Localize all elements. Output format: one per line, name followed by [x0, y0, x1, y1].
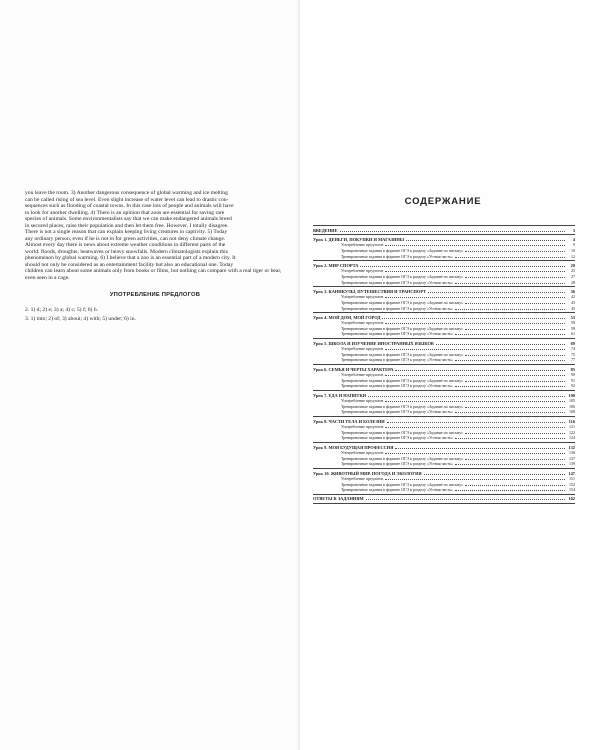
toc-entry-title: Тренировочные задания в формате ОГЭ к разделу «Устная часть» [341, 435, 453, 441]
paragraph-line: should not only be considered as an entertainment facility but also an educational one. Today [25, 261, 234, 268]
paragraph-line: to look for another dwelling. 4) There is an opinion that zoos are essential for saving rare [25, 209, 225, 216]
toc-entry-title: ОТВЕТЫ К ЗАДАНИЯМ [313, 496, 364, 502]
toc-subentry [313, 331, 575, 337]
toc-page-number: 43 [571, 299, 575, 305]
dot-leader [385, 244, 565, 246]
toc-page-number: 77 [571, 357, 575, 363]
toc-divider [313, 503, 575, 504]
dot-leader [455, 411, 565, 413]
toc-entry-title: Тренировочные задания в формате ОГЭ к разделу «Задание по письму» [341, 429, 464, 435]
toc-page-number: 45 [571, 305, 575, 311]
toc-subentry [313, 254, 575, 260]
toc-entry-title: Употребление предлогов [341, 346, 384, 352]
toc-entry-title: ВВЕДЕНИЕ [313, 227, 338, 233]
toc-subentry [313, 409, 575, 415]
toc-page-number: 162 [568, 496, 575, 502]
toc-divider [313, 286, 575, 287]
toc-divider [313, 390, 575, 391]
paragraph-line: sequences such as flooding of coastal towns. In this case lots of people and animals will have [25, 203, 234, 209]
toc-page-number: 132 [568, 444, 575, 450]
dot-leader [465, 432, 565, 434]
toc-page-number: 152 [569, 481, 575, 487]
dot-leader [465, 458, 565, 460]
toc-page-number: 151 [569, 476, 575, 482]
dot-leader [465, 484, 565, 486]
toc-entry-title: Урок 2. МИР СПОРТА [313, 262, 359, 268]
toc-divider [313, 364, 575, 365]
toc-entry-title: Урок 1. ДЕНЬГИ, ПОКУПКИ И МАГАЗИНЫ [313, 236, 405, 242]
toc-page-number: 61 [571, 331, 575, 337]
toc-entry-title: Употребление предлогов [341, 372, 384, 378]
toc-page-number: 12 [571, 253, 575, 259]
section-heading: УПОТРЕБЛЕНИЕ ПРЕДЛОГОВ [109, 292, 201, 298]
toc-entry-title: Употребление предлогов [341, 242, 384, 248]
toc-page-number: 136 [569, 450, 575, 456]
dot-leader [465, 406, 565, 408]
toc-divider [313, 416, 575, 417]
toc-entry-title: Урок 5. ШКОЛА И ИЗУЧЕНИЕ ИНОСТРАННЫХ ЯЗЫКОВ [313, 340, 434, 346]
toc-subentry [313, 306, 575, 312]
dot-leader [455, 437, 565, 439]
toc-entry-title: Урок 3. КАНИКУЛЫ, ПУТЕШЕСТВИЯ И ТРАНСПОРТ [313, 288, 426, 294]
toc-divider [313, 225, 575, 226]
dot-leader [385, 478, 565, 480]
toc-page-number: 116 [568, 418, 575, 424]
answer-paragraph [25, 190, 293, 281]
dot-leader [465, 380, 565, 382]
toc-title: СОДЕРЖАНИЕ [404, 196, 482, 207]
toc-entry-title: Тренировочные задания в формате ОГЭ к разделу «Устная часть» [341, 253, 453, 259]
dot-leader [387, 421, 565, 423]
toc-subentry [313, 357, 575, 363]
toc-page-number: 10 [571, 247, 575, 253]
toc-entry-title: Тренировочные задания в формате ОГЭ к разделу «Задание по письму» [341, 455, 464, 461]
toc-page-number: 20 [570, 262, 575, 268]
toc-page-number: 42 [571, 294, 575, 300]
toc-subentry [313, 435, 575, 441]
toc-divider [313, 442, 575, 443]
dot-leader [465, 354, 565, 356]
dot-leader [424, 473, 565, 475]
toc-page-number: 122 [569, 429, 575, 435]
toc-entry-title: Тренировочные задания в формате ОГЭ к разделу «Задание по письму» [341, 403, 464, 409]
toc-subentry [313, 461, 575, 467]
toc-page-number: 59 [571, 325, 575, 331]
paragraph-line: can be called rising of sea level. Even slight increase of water level can lead to drastic con- [25, 196, 229, 203]
toc-divider [313, 260, 575, 261]
toc-page-number: 85 [570, 366, 575, 372]
toc-entry-title: Тренировочные задания в формате ОГЭ к разделу «Устная часть» [341, 409, 453, 415]
dot-leader [366, 498, 565, 500]
dot-leader [455, 463, 565, 465]
toc-page-number: 139 [569, 461, 575, 467]
answer-line: 3. 1) into; 2) of; 3) about; 4) with; 5) under; 6) in. [25, 316, 136, 322]
toc-page-number: 100 [568, 392, 575, 398]
dot-leader [368, 395, 565, 397]
toc-page-number: 36 [570, 288, 575, 294]
toc-entry-title: Тренировочные задания в формате ОГЭ к разделу «Устная часть» [341, 305, 453, 311]
dot-leader [455, 333, 565, 335]
paragraph-line: phenomenon by global warming. 6) I believe that a zoo is an essential part of a modern city. It [25, 255, 236, 261]
toc-entry-title: Урок 7. ЕДА И НАПИТКИ [313, 392, 367, 398]
dot-leader [385, 270, 565, 272]
dot-leader [385, 374, 565, 376]
toc-entry-title: Тренировочные задания в формате ОГЭ к разделу «Устная часть» [341, 357, 453, 363]
toc-page-number: 3 [572, 227, 575, 233]
toc-entry-title: Тренировочные задания в формате ОГЭ к разделу «Устная часть» [341, 487, 453, 493]
toc-entry-title: Тренировочные задания в формате ОГЭ к разделу «Задание по письму» [341, 273, 464, 279]
toc-entry-title: Тренировочные задания в формате ОГЭ к разделу «Задание по письму» [341, 299, 464, 305]
dot-leader [385, 426, 565, 428]
paragraph-line: you leave the room. 3) Another dangerous consequence of global warming and ice melting [25, 190, 228, 196]
dot-leader [465, 302, 565, 304]
toc-divider [313, 234, 575, 235]
dot-leader [385, 296, 565, 298]
toc-entry-title: Урок 10. ЖИВОТНЫЙ МИР. ПОГОДА И ЭКОЛОГИЯ [313, 470, 422, 476]
toc-entry-title: Употребление предлогов [341, 476, 384, 482]
toc-page-number: 154 [569, 487, 575, 493]
dot-leader [406, 239, 565, 241]
toc-page-number: 108 [569, 409, 575, 415]
toc-entry-title: Тренировочные задания в формате ОГЭ к разделу «Устная часть» [341, 383, 453, 389]
dot-leader [455, 359, 565, 361]
dot-leader [360, 265, 565, 267]
dot-leader [455, 308, 565, 310]
toc-page-number: 69 [570, 340, 575, 346]
toc-page-number: 90 [571, 372, 575, 378]
toc-page-number: 25 [571, 268, 575, 274]
toc-entry-title: Тренировочные задания в формате ОГЭ к разделу «Задание по письму» [341, 351, 464, 357]
dot-leader [455, 256, 565, 258]
toc-entry-title: Употребление предлогов [341, 450, 384, 456]
toc-entry-title: Урок 4. МОЙ ДОМ, МОЙ ГОРОД [313, 314, 381, 320]
toc-page-number: 106 [569, 403, 575, 409]
answer-line: 2. 1) d; 2) e; 3) a; 4) c; 5) f; 6) b. [25, 307, 99, 313]
dot-leader [465, 250, 565, 252]
dot-leader [455, 282, 565, 284]
dot-leader [455, 385, 565, 387]
toc-entry-title: Тренировочные задания в формате ОГЭ к разделу «Устная часть» [341, 279, 453, 285]
toc-entry-title: Урок 6. СЕМЬЯ И ЧЕРТЫ ХАРАКТЕРА [313, 366, 394, 372]
toc-divider [313, 494, 575, 495]
dot-leader [340, 230, 566, 232]
toc-entry-title: Тренировочные задания в формате ОГЭ к разделу «Задание по письму» [341, 377, 464, 383]
toc-page-number: 105 [569, 398, 575, 404]
toc-divider [313, 338, 575, 339]
toc-page-number: 74 [571, 346, 575, 352]
toc-divider [313, 468, 575, 469]
toc-entry [313, 496, 575, 502]
toc-subentry [313, 383, 575, 389]
dot-leader [455, 489, 565, 491]
toc-page-number: 137 [569, 455, 575, 461]
toc-page-number: 27 [571, 273, 575, 279]
toc-entry-title: Тренировочные задания в формате ОГЭ к разделу «Задание по письму» [341, 325, 464, 331]
dot-leader [395, 447, 565, 449]
dot-leader [436, 343, 565, 345]
dot-leader [465, 276, 565, 278]
paragraph-line: world: floods, droughts; heatwaves or heavy snowfalls. Modern climatologists explain this [25, 248, 228, 255]
toc-entry-title: Употребление предлогов [341, 398, 384, 404]
toc-page-number: 75 [571, 351, 575, 357]
toc-page-number: 28 [571, 279, 575, 285]
table-of-contents [313, 224, 575, 506]
paragraph-line: Almost every day there is news about extreme weather conditions in different parts of the [25, 242, 226, 248]
paragraph-line: any ordinary person, even if he is not in for green activities, can not deny climate change. [25, 235, 226, 242]
dot-leader [385, 348, 565, 350]
toc-entry-title: Тренировочные задания в формате ОГЭ к разделу «Задание по письму» [341, 247, 464, 253]
toc-entry-title: Употребление предлогов [341, 268, 384, 274]
toc-page-number: 91 [571, 377, 575, 383]
toc-entry [313, 228, 575, 234]
toc-entry-title: Тренировочные задания в формате ОГЭ к разделу «Устная часть» [341, 461, 453, 467]
toc-entry-title: Тренировочные задания в формате ОГЭ к разделу «Устная часть» [341, 331, 453, 337]
toc-page-number: 53 [570, 314, 575, 320]
dot-leader [385, 322, 565, 324]
dot-leader [382, 317, 565, 319]
toc-page-number: 4 [572, 236, 575, 242]
paragraph-line: species of animals. Some environmentalists say that we can make endangered animals breed [25, 216, 232, 222]
toc-page-number: 147 [568, 470, 575, 476]
paragraph-line: children can learn about some animals only from books or films, but nothing can compare with a real tiger or bear, even seen in a cage. [25, 268, 282, 281]
toc-page-number: 58 [571, 320, 575, 326]
toc-page-number: 124 [569, 435, 575, 441]
toc-entry-title: Употребление предлогов [341, 294, 384, 300]
paragraph-line: There is not a single reason that can explain keeping living creatures in captivity. 5) Today [25, 229, 228, 235]
toc-subentry [313, 280, 575, 286]
toc-divider [313, 312, 575, 313]
toc-entry-title: Тренировочные задания в формате ОГЭ к разделу «Задание по письму» [341, 481, 464, 487]
toc-entry-title: Урок 8. ЧАСТИ ТЕЛА И БОЛЕЗНИ [313, 418, 385, 424]
dot-leader [465, 328, 565, 330]
dot-leader [385, 400, 565, 402]
toc-page-number: 92 [571, 383, 575, 389]
toc-page-number: 9 [573, 242, 575, 248]
dot-leader [385, 452, 565, 454]
dot-leader [395, 369, 565, 371]
toc-subentry [313, 487, 575, 493]
paragraph-line: in secured places, raise their population and then let them free. However, I totally disagree. [25, 222, 229, 229]
toc-page-number: 121 [569, 424, 575, 430]
toc-entry-title: Урок 9. МОЯ БУДУЩАЯ ПРОФЕССИЯ [313, 444, 394, 450]
toc-entry-title: Употребление предлогов [341, 424, 384, 430]
toc-entry-title: Употребление предлогов [341, 320, 384, 326]
dot-leader [428, 291, 565, 293]
